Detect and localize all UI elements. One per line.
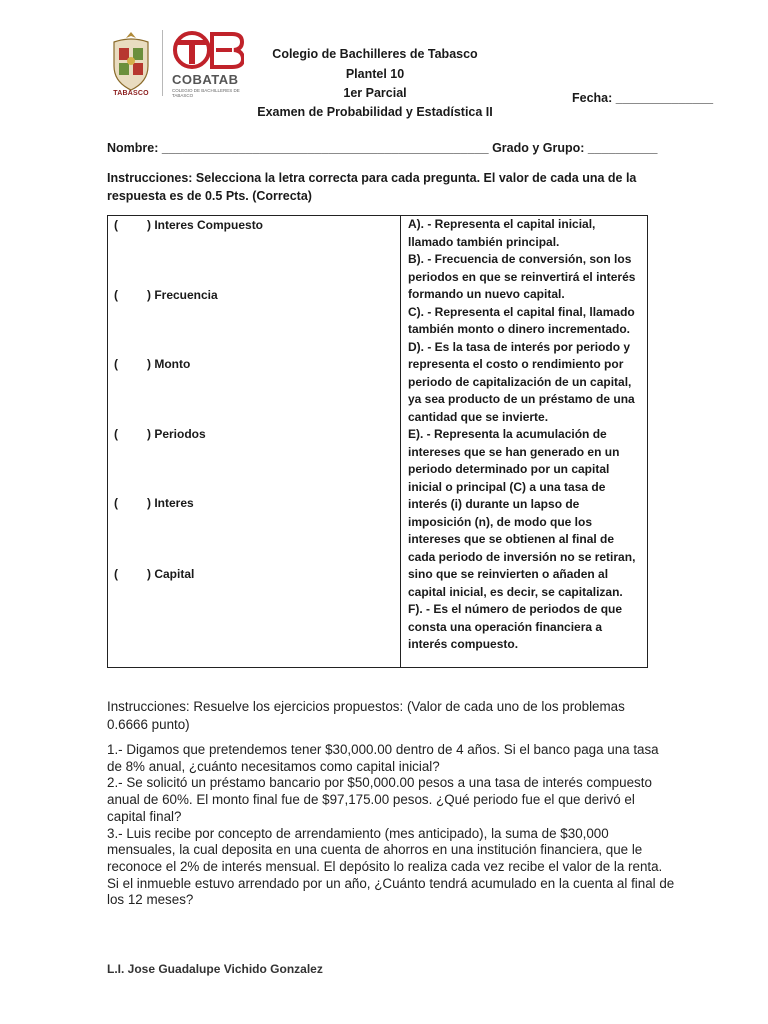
term-label: ) Interes Compuesto [147, 218, 264, 232]
problem-item: 1.- Digamos que pretendemos tener $30,000.00 dentro de 4 años. Si el banco paga una tasa de 8% anual, ¿cuánto necesitamos como capital inicial? [107, 742, 659, 774]
definition-item: C). - Representa el capital final, llamado también monto o dinero incrementado. [408, 304, 635, 336]
term-label: ) Interes [147, 496, 194, 510]
problem-item: 3.- Luis recibe por concepto de arrendamiento (mes anticipado), la suma de $30,000 mensuales, la cual deposita en una cuenta de ahorros en una institución financiera, que le reconoce el 2% de interés mensual. El depósito lo realiza cada vez recibe el valor de la renta. Si el inmueble estuvo arrendado por un año, ¿Cuánto tendrá acumulado en la cuenta al final de los 12 meses? [107, 825, 675, 908]
exam-title: Examen de Probabilidad y Estadística II [257, 105, 493, 119]
date-field[interactable]: Fecha: ______________ [572, 91, 714, 105]
cobatab-brand: COBATAB [172, 72, 239, 87]
matching-table [107, 215, 648, 668]
problem-item: 2.- Se solicitó un préstamo bancario por $50,000.00 pesos a una tasa de interés compuesto anual de 60%. El monto final fue de $97,175.00 pesos. ¿Qué periodo fue el que derivó el capital final? [107, 775, 652, 824]
section1-instructions: Instrucciones: Selecciona la letra correcta para cada pregunta. El valor de cada una de la respuesta es de 0.5 Pts. (Correcta) [107, 171, 637, 203]
term-row[interactable]: ( ) Interes Compuesto [114, 218, 264, 232]
definitions-column [408, 216, 644, 654]
term-row[interactable]: ( ) Frecuencia [114, 288, 218, 302]
term-label: ) Periodos [147, 427, 206, 441]
term-row[interactable]: ( ) Capital [114, 567, 195, 581]
cobatab-subtitle: COLEGIO DE BACHILLERES DE TABASCO [172, 88, 240, 98]
term-row[interactable]: ( ) Periodos [114, 427, 206, 441]
problems-list [107, 742, 677, 909]
definition-item: E). - Representa la acumulación de intereses que se han generado en un periodo determinado por un capital inicial o principal (C) a una tasa de interés (i) durante un lapso de imposición (n), de modo que los intereses que se obtienen al final de cada periodo de inversión no se retiran, sino que se reinvierten o añaden al capital inicial, es decir, se capitalizan. [408, 427, 636, 599]
tabasco-label: TABASCO [113, 90, 149, 97]
tabasco-shield-icon [106, 30, 156, 94]
campus-name: Plantel 10 [345, 67, 405, 81]
logo-divider [162, 30, 163, 96]
section2-instructions: Instrucciones: Resuelve los ejercicios propuestos: (Valor de cada uno de los problemas 0.6666 punto) [107, 699, 625, 732]
column-divider [400, 216, 401, 667]
definition-item: F). - Es el número de periodos de que consta una operación financiera a interés compuesto. [408, 602, 623, 651]
definition-item: D). - Es la tasa de interés por periodo y representa el costo o rendimiento por periodo de capitalización de un capital, ya sea producto de un préstamo de una cantidad que se invierte. [408, 339, 635, 424]
term-row[interactable]: ( ) Interes [114, 496, 194, 510]
term-label: ) Monto [147, 357, 191, 371]
definition-item: A). - Representa el capital inicial, llamado también principal. [408, 217, 596, 249]
exam-period: 1er Parcial [343, 86, 407, 100]
term-label: ) Frecuencia [147, 288, 218, 302]
school-name: Colegio de Bachilleres de Tabasco [272, 47, 478, 61]
term-label: ) Capital [147, 567, 195, 581]
author-signature: L.I. Jose Guadalupe Vichido Gonzalez [107, 962, 323, 976]
definition-item: B). - Frecuencia de conversión, son los periodos en que se reinvertirá el interés formando un nuevo capital. [408, 252, 636, 301]
student-name-field[interactable]: Nombre: _______________________________________________ Grado y Grupo: __________ [107, 141, 658, 155]
term-row[interactable]: ( ) Monto [114, 357, 191, 371]
